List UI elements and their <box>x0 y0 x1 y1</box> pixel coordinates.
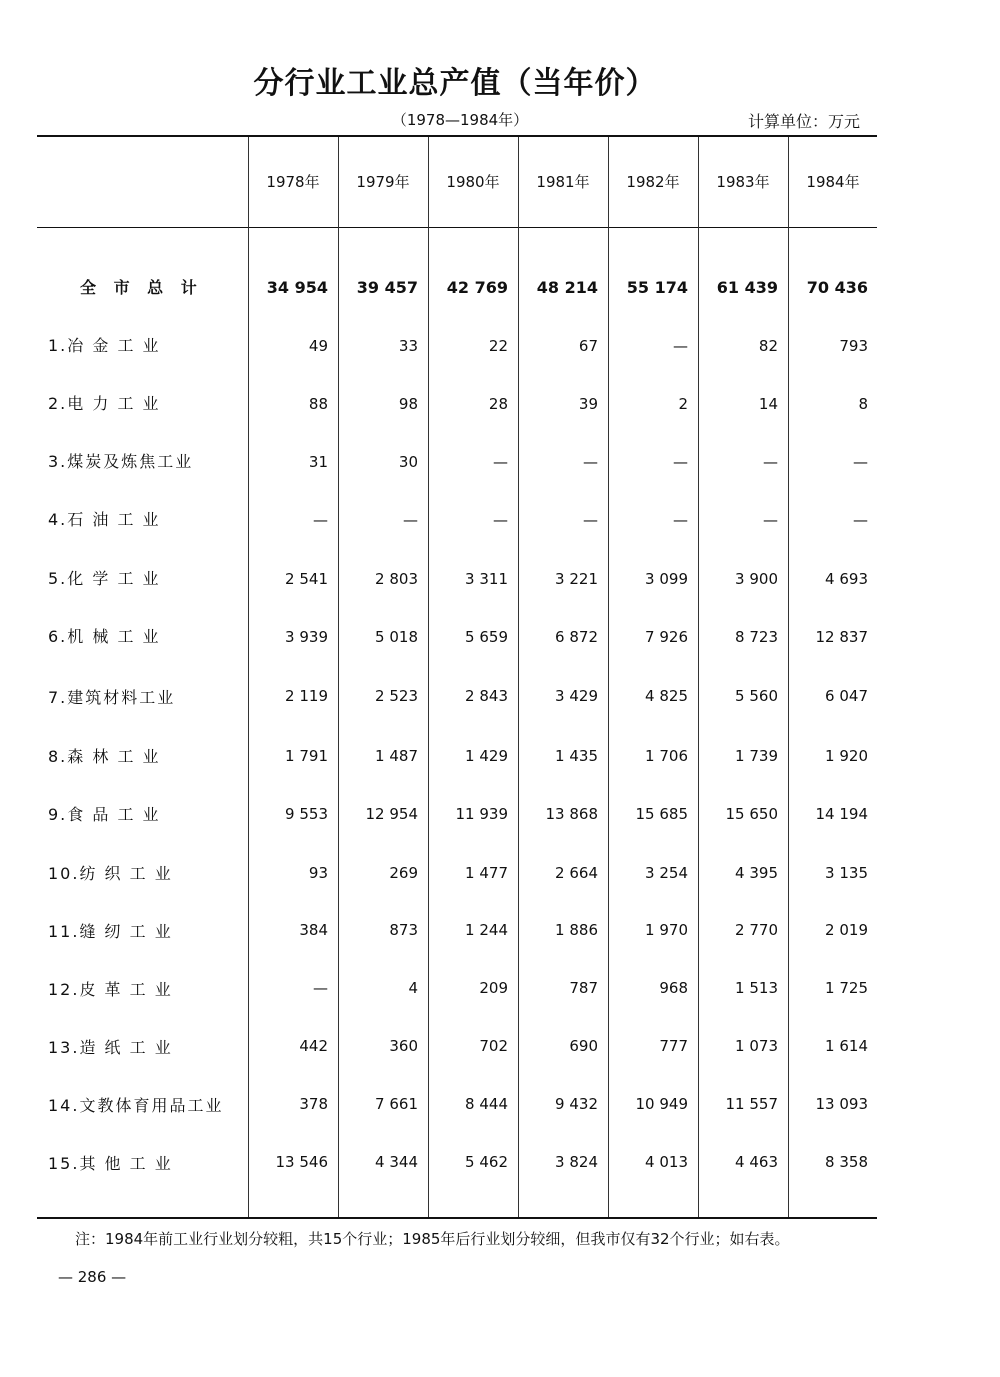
table-cell: — <box>583 453 598 471</box>
table-cell: — <box>673 337 688 355</box>
table-cell: 1 244 <box>465 921 508 939</box>
table-cell: — <box>403 511 418 529</box>
table-cell: — <box>313 511 328 529</box>
table-cell: 690 <box>569 1037 598 1055</box>
table-cell: — <box>853 511 868 529</box>
table-cell: 3 824 <box>555 1153 598 1171</box>
table-cell: — <box>673 453 688 471</box>
table-cell: 1 477 <box>465 864 508 882</box>
footnote: 注：1984年前工业行业划分较粗，共15个行业；1985年后行业划分较细，但我市仅有32个行业；如右表。 <box>75 1230 790 1248</box>
table-cell: 3 099 <box>645 570 688 588</box>
table-cell: 4 693 <box>825 570 868 588</box>
row-label: 14.文教体育用品工业 <box>48 1096 224 1115</box>
row-label: 10.纺 织 工 业 <box>48 864 173 883</box>
table-cell: 8 <box>858 395 868 413</box>
table-cell: 6 872 <box>555 628 598 646</box>
row-label: 5.化 学 工 业 <box>48 569 161 588</box>
table-cell: 39 <box>578 395 598 413</box>
table-cell: 1 886 <box>555 921 598 939</box>
row-label: 9.食 品 工 业 <box>48 805 161 824</box>
table-cell: 1 739 <box>735 747 778 765</box>
table-cell: 1 073 <box>735 1037 778 1055</box>
table-cell: 1 429 <box>465 747 508 765</box>
table-cell: 1 970 <box>645 921 688 939</box>
table-cell: 209 <box>479 979 508 997</box>
row-label: 8.森 林 工 业 <box>48 747 161 766</box>
table-cell: 31 <box>308 453 328 471</box>
table-cell: 1 513 <box>735 979 778 997</box>
table-cell: 1 487 <box>375 747 418 765</box>
table-cell: 12 954 <box>365 805 418 823</box>
table-cell: 70 436 <box>806 278 868 297</box>
table-cell: 82 <box>758 337 778 355</box>
table-cell: 34 954 <box>266 278 328 297</box>
table-cell: 8 358 <box>825 1153 868 1171</box>
table-cell: 968 <box>659 979 688 997</box>
table-cell: 33 <box>398 337 418 355</box>
table-cell: 61 439 <box>716 278 778 297</box>
table-cell: 8 444 <box>465 1095 508 1113</box>
table-cell: — <box>763 453 778 471</box>
table-cell: — <box>673 511 688 529</box>
table-cell: 14 194 <box>815 805 868 823</box>
table-cell: 4 825 <box>645 687 688 705</box>
table-cell: 2 523 <box>375 687 418 705</box>
table-cell: — <box>493 453 508 471</box>
row-label: 3.煤炭及炼焦工业 <box>48 452 194 471</box>
table-cell: 1 435 <box>555 747 598 765</box>
table-cell: 2 770 <box>735 921 778 939</box>
table-cell: 360 <box>389 1037 418 1055</box>
table-cell: 15 685 <box>635 805 688 823</box>
table-cell: 13 868 <box>545 805 598 823</box>
table-cell: — <box>313 979 328 997</box>
table-cell: 8 723 <box>735 628 778 646</box>
table-cell: 10 949 <box>635 1095 688 1113</box>
table-cell: 67 <box>578 337 598 355</box>
year-header: 1979年 <box>356 173 410 191</box>
row-label: 13.造 纸 工 业 <box>48 1038 173 1057</box>
table-cell: 1 920 <box>825 747 868 765</box>
table-cell: 98 <box>398 395 418 413</box>
table-cell: 3 135 <box>825 864 868 882</box>
table-cell: 702 <box>479 1037 508 1055</box>
table-cell: 2 019 <box>825 921 868 939</box>
table-cell: 2 541 <box>285 570 328 588</box>
table-cell: 793 <box>839 337 868 355</box>
table-cell: 2 843 <box>465 687 508 705</box>
table-cell: 4 344 <box>375 1153 418 1171</box>
row-label: 12.皮 革 工 业 <box>48 980 173 999</box>
table-cell: 7 926 <box>645 628 688 646</box>
row-label: 15.其 他 工 业 <box>48 1154 173 1173</box>
table-cell: 48 214 <box>536 278 598 297</box>
table-cell: 55 174 <box>626 278 688 297</box>
table-cell: 873 <box>389 921 418 939</box>
year-header: 1982年 <box>626 173 680 191</box>
table-cell: 9 553 <box>285 805 328 823</box>
header-separator-rule <box>37 227 877 228</box>
year-header: 1981年 <box>536 173 590 191</box>
table-cell: 39 457 <box>356 278 418 297</box>
table-cell: 7 661 <box>375 1095 418 1113</box>
row-label: 11.缝 纫 工 业 <box>48 922 173 941</box>
table-cell: 3 311 <box>465 570 508 588</box>
table-cell: 3 900 <box>735 570 778 588</box>
table-cell: 11 557 <box>725 1095 778 1113</box>
table-cell: 9 432 <box>555 1095 598 1113</box>
row-label: 4.石 油 工 业 <box>48 510 161 529</box>
table-cell: 28 <box>488 395 508 413</box>
table-cell: 1 791 <box>285 747 328 765</box>
table-cell: 3 254 <box>645 864 688 882</box>
table-cell: 442 <box>299 1037 328 1055</box>
table-cell: 4 <box>408 979 418 997</box>
year-header: 1984年 <box>806 173 860 191</box>
table-cell: 13 546 <box>275 1153 328 1171</box>
row-label: 2.电 力 工 业 <box>48 394 161 413</box>
row-label: 1.冶 金 工 业 <box>48 336 161 355</box>
page-title: 分行业工业总产值（当年价） <box>253 66 657 101</box>
table-cell: 269 <box>389 864 418 882</box>
table-cell: 15 650 <box>725 805 778 823</box>
table-cell: 5 018 <box>375 628 418 646</box>
table-cell: 22 <box>488 337 508 355</box>
table-cell: 5 462 <box>465 1153 508 1171</box>
table-cell: 1 725 <box>825 979 868 997</box>
table-cell: 5 659 <box>465 628 508 646</box>
table-cell: 3 939 <box>285 628 328 646</box>
table-cell: 2 119 <box>285 687 328 705</box>
table-cell: 14 <box>758 395 778 413</box>
row-label-total: 全 市 总 计 <box>80 278 203 297</box>
row-label: 7.建筑材料工业 <box>48 688 176 707</box>
table-cell: 49 <box>308 337 328 355</box>
table-cell: 3 429 <box>555 687 598 705</box>
table-cell: 30 <box>398 453 418 471</box>
table-cell: 2 803 <box>375 570 418 588</box>
table-cell: — <box>493 511 508 529</box>
table-cell: 93 <box>308 864 328 882</box>
table-cell: 5 560 <box>735 687 778 705</box>
table-cell: 777 <box>659 1037 688 1055</box>
table-cell: 384 <box>299 921 328 939</box>
table-cell: 4 013 <box>645 1153 688 1171</box>
year-header: 1978年 <box>266 173 320 191</box>
table-cell: 13 093 <box>815 1095 868 1113</box>
table-cell: 12 837 <box>815 628 868 646</box>
table-cell: 1 706 <box>645 747 688 765</box>
year-range: （1978—1984年） <box>391 111 529 129</box>
table-cell: — <box>853 453 868 471</box>
table-cell: 88 <box>308 395 328 413</box>
table-cell: 4 395 <box>735 864 778 882</box>
table-cell: 3 221 <box>555 570 598 588</box>
year-header: 1983年 <box>716 173 770 191</box>
table-top-rule <box>37 135 877 137</box>
table-cell: 2 664 <box>555 864 598 882</box>
table-cell: 4 463 <box>735 1153 778 1171</box>
table-cell: — <box>763 511 778 529</box>
table-cell: 378 <box>299 1095 328 1113</box>
table-cell: 787 <box>569 979 598 997</box>
table-cell: 1 614 <box>825 1037 868 1055</box>
table-cell: 2 <box>678 395 688 413</box>
table-cell: 11 939 <box>455 805 508 823</box>
year-header: 1980年 <box>446 173 500 191</box>
page-number: — 286 — <box>58 1268 127 1286</box>
row-label: 6.机 械 工 业 <box>48 627 161 646</box>
unit-label: 计算单位：万元 <box>747 112 860 131</box>
table-bottom-rule <box>37 1217 877 1219</box>
table-cell: 6 047 <box>825 687 868 705</box>
table-cell: 42 769 <box>446 278 508 297</box>
table-cell: — <box>583 511 598 529</box>
